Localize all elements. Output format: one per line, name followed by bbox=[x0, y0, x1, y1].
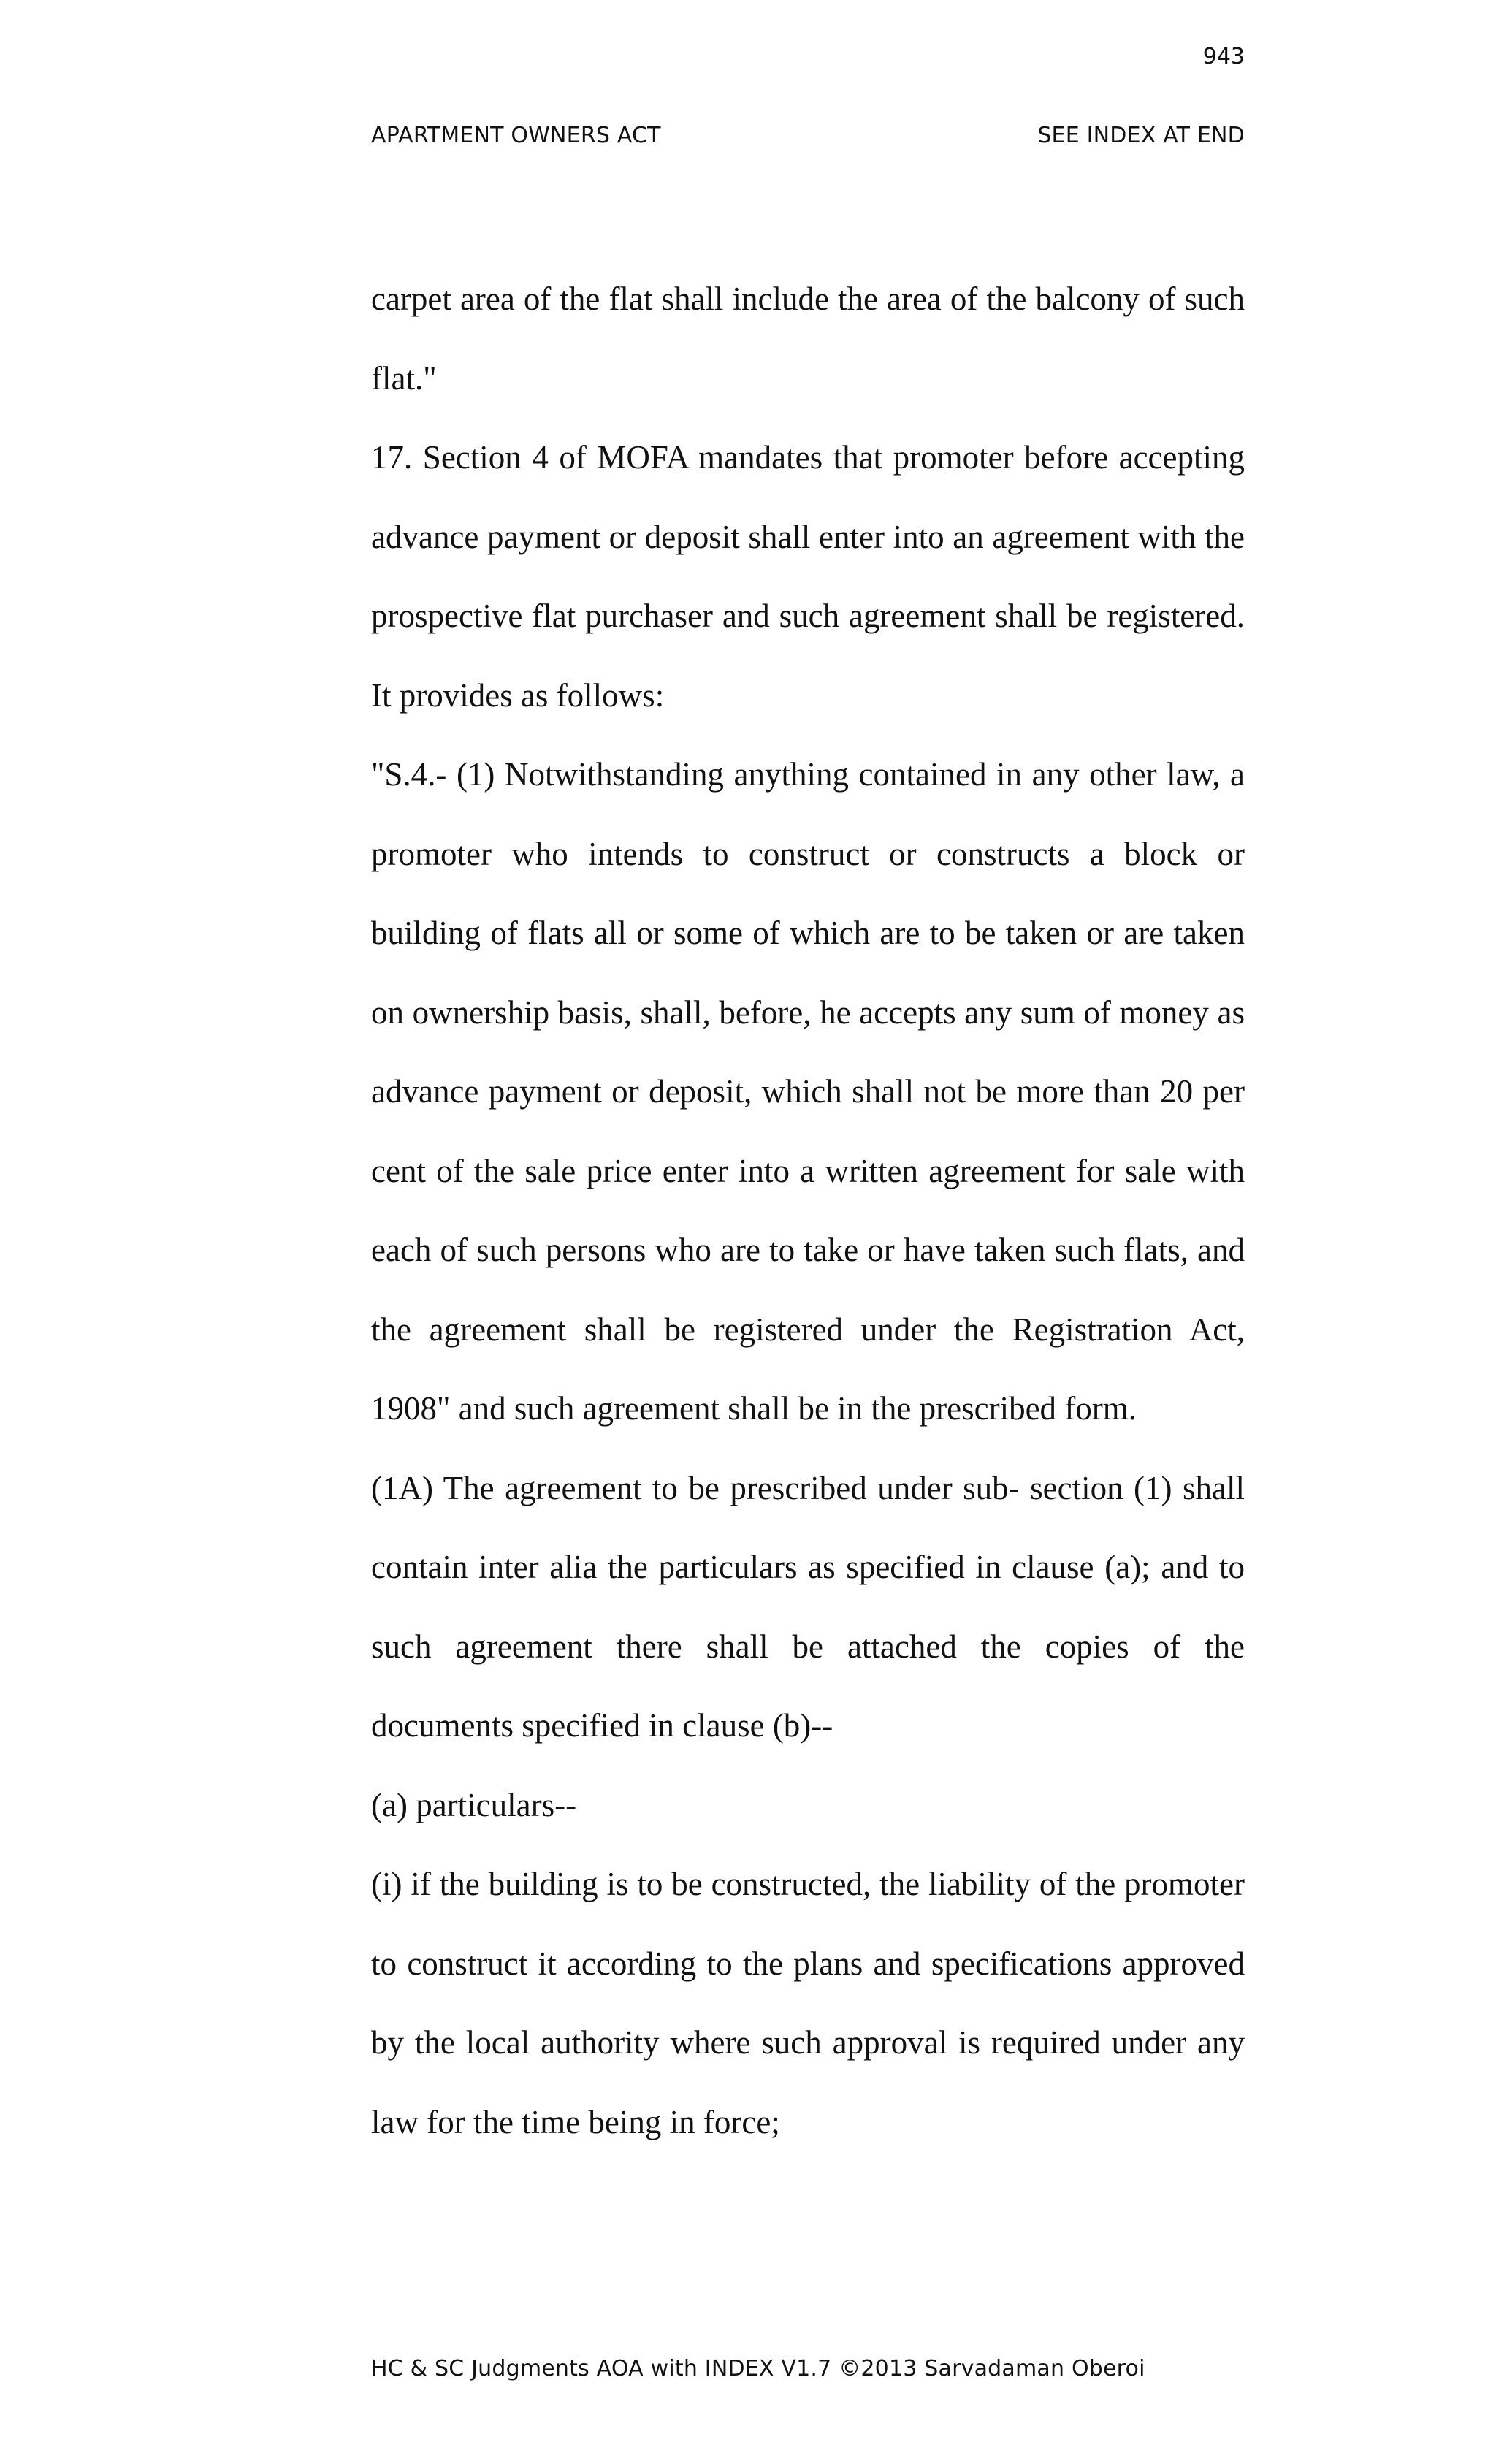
paragraph-carpet-area: carpet area of the flat shall include the area of the balcony of such flat." bbox=[371, 281, 1245, 397]
paragraph-section-4-1: "S.4.- (1) Notwithstanding anything contained in any other law, a promoter who intends to construct or constructs a block or building of flats all or some of which are to be taken or are taken on ownership basis, shall, before, he accepts any sum of money as advance payment or deposit, which shall not be more than 20 per cent of the sale price enter into a written agreement for sale with each of such persons who are to take or have taken such flats, and the agreement shall be registered under the Registration Act, 1908" and such agreement shall be in the prescribed form. bbox=[371, 756, 1245, 1427]
paragraph-particulars: (a) particulars-- bbox=[371, 1786, 577, 1823]
paragraph-section-17: 17. Section 4 of MOFA mandates that promoter before accepting advance payment or deposit shall enter into an agreement with the prospective flat purchaser and such agreement shall be registered. It provides as follows: bbox=[371, 439, 1245, 714]
document-body bbox=[371, 259, 1245, 2162]
page-number: 943 bbox=[1202, 44, 1245, 69]
paragraph-section-4-1a: (1A) The agreement to be prescribed under sub- section (1) shall contain inter alia the particulars as specified in clause (a); and to such agreement there shall be attached the copies of the documents specified in clause (b)-- bbox=[371, 1469, 1245, 1744]
running-header-index-note: SEE INDEX AT END bbox=[1037, 123, 1245, 148]
paragraph-clause-i: (i) if the building is to be constructed, the liability of the promoter to construct it according to the plans and specifications approved by the local authority where such approval is required under any law for the time being in force; bbox=[371, 1866, 1245, 2140]
running-header-title: APARTMENT OWNERS ACT bbox=[371, 123, 661, 148]
footer-copyright: HC & SC Judgments AOA with INDEX V1.7 ©2013 Sarvadaman Oberoi bbox=[371, 2356, 1145, 2381]
